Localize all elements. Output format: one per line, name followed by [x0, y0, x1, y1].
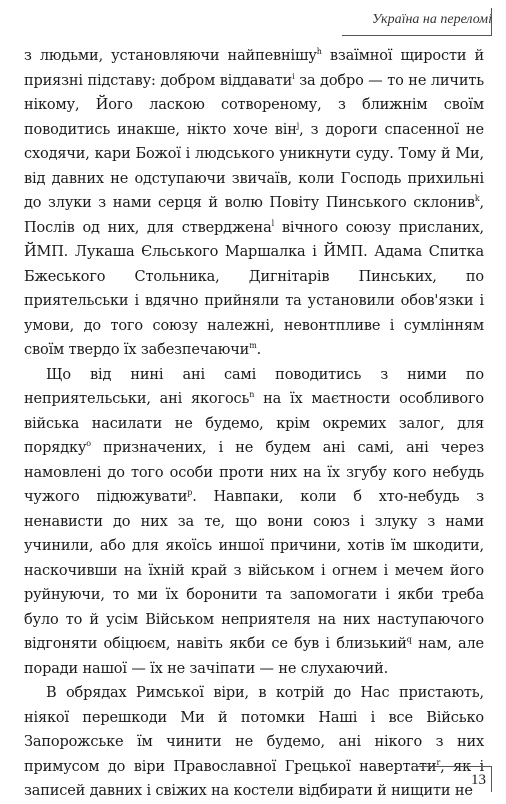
footer-rule-tick [491, 766, 492, 792]
page-footer [0, 766, 492, 800]
header-rule-tick [491, 8, 492, 36]
text-run: Що від нині ані самі поводитись з ними по неприятельськи, ані якогось [24, 366, 484, 407]
footnote-marker: i [292, 71, 295, 81]
text-run: взаїмної щирости й приязні підставу: добром віддавати [24, 48, 484, 89]
text-run: . [256, 342, 262, 358]
running-header-title: Україна на переломі [371, 12, 492, 27]
text-run: , як і записей давних і свіжих на костели відбирати й нищити не [24, 758, 484, 799]
footnote-marker: k [474, 194, 480, 203]
text-run: , Послів од них, для стверджена [24, 195, 484, 236]
footnote-marker: j [296, 120, 300, 130]
footnote-marker: h [316, 47, 322, 56]
footnote-marker: n [249, 390, 255, 399]
text-body [24, 44, 484, 804]
page-number: 13 [471, 772, 486, 788]
paragraph [24, 44, 484, 363]
footnote-marker: o [86, 439, 91, 448]
text-run: В обрядах Римської віри, в котрій до Нас пристають, ніякої перешкоди Ми й потомки Наші і все Військо Запорожське їм чинити не будемо, ані нікого з них примусом до віри Православної Грецької навертати [24, 685, 484, 775]
paragraph [24, 363, 484, 682]
footer-rule [412, 766, 492, 767]
text-run: за добро — то не личить нікому, Його ласкою сотвореному, з ближнім своїм поводитись инакше, нікто хоче він [24, 72, 484, 138]
text-run: з людьми, установляючи найпевнішу [24, 48, 317, 64]
text-run: , з дороги спасенної не сходячи, кари Божої і людського уникнути суду. Тому й Ми, від давних не одступаючи звичаїв, коли Господь прихильні до злуки з нами серця й волю Повіту Пинського склонив [24, 121, 484, 211]
text-run: на їх маєтности особливого війська насилати не будемо, крім окремих залог, для порядку [24, 391, 485, 456]
footnote-marker: q [406, 635, 412, 644]
header-rule [342, 35, 492, 36]
footnote-marker: r [436, 757, 441, 767]
text-run: . Навпаки, коли б хто-небудь з ненависти до них за те, що вони союз і злуку з нами учинили, або для якоїсь иншої причини, хотів їм шкодити, наскочивши на їхній край з військом і огнем і мечем його руйнуючи, то ми їх боронити та запомогати і якби треба було то й усім Військом неприятеля на них наступаючого відгоняти обіцюєм, навіть якби се був і близький [24, 489, 485, 652]
text-run: нам, але поради нашої — їх не зачіпати — не слухаючий. [24, 636, 484, 677]
text-run: призначених, і не будем ані самі, ані через намовлені до того особи проти них на їх згубу кого небудь чужого підюжувати [24, 440, 484, 505]
running-header [0, 8, 492, 36]
footnote-marker: l [271, 218, 274, 228]
text-run: вічного союзу присланих, ЙМП. Лукаша Єльського Маршалка і ЙМП. Адама Спитка Бжеського Стольника, Дигнітарів Пинських, по приятельськи і вдячно прийняли та установили обов'язки і умови, до того союзу належні, невонтпливе і сумлінням своїм твердо їх забезпечаючи [24, 219, 484, 358]
footnote-marker: p [187, 488, 193, 497]
footnote-marker: m [249, 341, 257, 350]
